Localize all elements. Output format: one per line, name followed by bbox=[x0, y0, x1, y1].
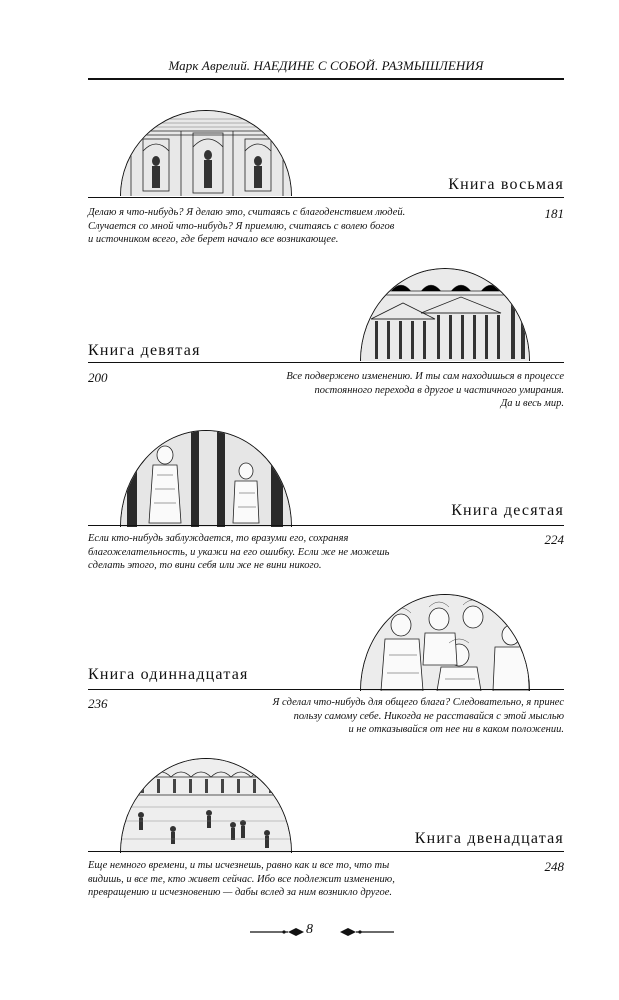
page-number-footer: 8 bbox=[306, 922, 313, 937]
title-rule bbox=[88, 362, 564, 363]
epigraph-quote: Я сделал что-нибудь для общего блага? Следовательно, я принес пользу самому себе. Никогда не расставайся с этой мыслью и не отказывайся от нее ни в каком положении. bbox=[272, 697, 564, 736]
book-title: Книга десятая bbox=[451, 502, 564, 519]
toc-entry-book-9[interactable] bbox=[88, 268, 564, 418]
title-rule bbox=[88, 689, 564, 690]
right-ornament-icon bbox=[336, 925, 396, 939]
page-number: 181 bbox=[544, 206, 564, 221]
page-number: 200 bbox=[88, 370, 108, 385]
book-title: Книга одиннадцатая bbox=[88, 666, 249, 683]
epigraph-quote: Если кто-нибудь заблуждается, то вразуми его, сохраняя благожелательность, и укажи на его ошибку. Если же не можешь сделать этого, то вини себя или же не вини никого. bbox=[88, 533, 390, 572]
title-rule bbox=[88, 525, 564, 526]
book-title: Книга восьмая bbox=[448, 176, 564, 193]
title-rule bbox=[88, 851, 564, 852]
header-rule bbox=[88, 78, 564, 80]
running-head: Марк Аврелий. НАЕДИНЕ С СОБОЙ. РАЗМЫШЛЕНИЯ bbox=[168, 58, 484, 73]
book-title: Книга девятая bbox=[88, 342, 201, 359]
toc-entry-book-10[interactable] bbox=[88, 430, 564, 580]
page-footer bbox=[0, 922, 619, 942]
page-number: 248 bbox=[544, 859, 564, 874]
epigraph-quote: Еще немного времени, и ты исчезнешь, равно как и все то, что ты видишь, и все те, кто живет сейчас. Ибо все подлежит изменению, превращению и исчезновению — дабы вслед за ним возникло другое. bbox=[88, 860, 395, 899]
title-rule bbox=[88, 197, 564, 198]
toc-entry-book-8[interactable] bbox=[88, 110, 564, 260]
page-number: 224 bbox=[544, 532, 564, 547]
toc-entry-book-12[interactable] bbox=[88, 758, 564, 908]
epigraph-quote: Делаю я что-нибудь? Я делаю это, считаясь с благоденствием людей. Случается со мной что-нибудь? Я приемлю, считаясь с волею богов и источником всего, где берет начало все возникающее. bbox=[88, 207, 406, 246]
book-title: Книга двенадцатая bbox=[414, 830, 564, 847]
toc-entry-book-11[interactable] bbox=[88, 594, 564, 744]
page-number: 236 bbox=[88, 696, 108, 711]
epigraph-quote: Все подвержено изменению. И ты сам находишься в процессе постоянного перехода в другое и частичного умирания. Да и весь мир. bbox=[286, 371, 564, 410]
